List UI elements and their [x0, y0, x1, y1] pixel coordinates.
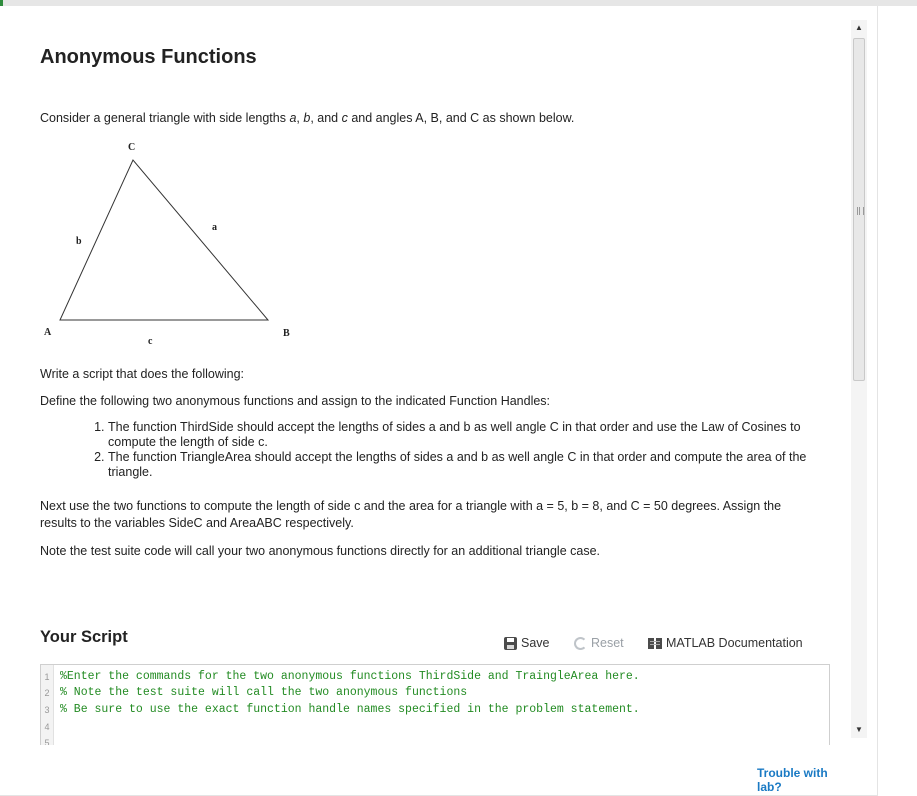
- save-icon: [504, 637, 517, 650]
- line-number: 1: [44, 672, 50, 682]
- side-label-c: c: [148, 336, 153, 347]
- intro-side-c: c: [341, 111, 348, 125]
- code-line[interactable]: [41, 685, 829, 701]
- matlab-documentation-label: MATLAB Documentation: [666, 636, 803, 650]
- intro-paragraph: [40, 110, 574, 127]
- reset-label: Reset: [591, 636, 624, 650]
- write-script-text: Write a script that does the following:: [40, 367, 245, 381]
- your-script-heading: Your Script: [40, 628, 128, 646]
- triangle-diagram: [30, 136, 310, 352]
- triangle-shape: [60, 160, 268, 320]
- lab-content: [0, 6, 850, 795]
- save-button[interactable]: [504, 636, 550, 650]
- code-line[interactable]: [41, 669, 829, 685]
- line-number: 4: [44, 722, 50, 732]
- code-line[interactable]: [41, 735, 829, 745]
- line-number: 5: [44, 738, 50, 745]
- note-paragraph: Note the test suite code will call your two anonymous functions directly for an additional triangle case.: [40, 544, 601, 558]
- code-editor[interactable]: [40, 664, 830, 745]
- side-label-b: b: [76, 236, 82, 247]
- steps-list: [92, 420, 848, 480]
- intro-prefix: Consider a general triangle with side lengths: [40, 111, 290, 125]
- intro-side-b: b: [303, 111, 311, 125]
- book-icon: [648, 638, 662, 649]
- line-number: 3: [44, 705, 50, 715]
- code-text[interactable]: %Enter the commands for the two anonymous functions ThirdSide and TraingleArea here.: [60, 670, 640, 683]
- scrollbar-thumb[interactable]: [853, 38, 865, 381]
- vertical-scrollbar[interactable]: [851, 20, 867, 738]
- vertex-label-A: A: [44, 327, 52, 338]
- save-label: Save: [521, 636, 550, 650]
- step-item-trianglearea: 2. The function TriangleArea should accept the lengths of sides a and b as well angle C in that order and compute the area of the triangle.: [108, 450, 848, 480]
- matlab-documentation-button[interactable]: [648, 636, 803, 650]
- scroll-down-arrow-icon[interactable]: ▼: [855, 725, 863, 734]
- intro-side-a: a: [289, 111, 297, 125]
- code-line[interactable]: [41, 702, 829, 718]
- intro-sep1: ,: [296, 111, 304, 125]
- reset-icon: [574, 637, 587, 650]
- next-paragraph: Next use the two functions to compute the length of side c and the area for a triangle with a = 5, b = 8, and C = 50 degrees. Assign the results to the variables SideC and AreaABC respectively.: [40, 499, 782, 530]
- intro-sep2: , and: [310, 111, 342, 125]
- trouble-with-lab-link[interactable]: Trouble with lab?: [757, 766, 828, 794]
- define-text: Define the following two anonymous functions and assign to the indicated Function Handles:: [40, 394, 551, 408]
- code-text[interactable]: % Be sure to use the exact function handle names specified in the problem statement.: [60, 703, 640, 716]
- page-title: Anonymous Functions: [40, 46, 257, 68]
- vertex-label-C: C: [128, 142, 136, 153]
- line-number: 2: [44, 688, 50, 698]
- side-label-a: a: [212, 222, 217, 233]
- reset-button[interactable]: [574, 636, 624, 650]
- step-item-thirdside: 1. The function ThirdSide should accept the lengths of sides a and b as well angle C in that order and use the Law of Cosines to compute the length of side c.: [108, 420, 848, 450]
- vertex-label-B: B: [283, 328, 290, 339]
- grip-icon: [857, 207, 864, 215]
- scroll-up-arrow-icon[interactable]: ▲: [855, 23, 863, 32]
- code-text[interactable]: % Note the test suite will call the two anonymous functions: [60, 686, 468, 699]
- intro-suffix: and angles A, B, and C as shown below.: [347, 111, 575, 125]
- code-line[interactable]: [41, 719, 829, 735]
